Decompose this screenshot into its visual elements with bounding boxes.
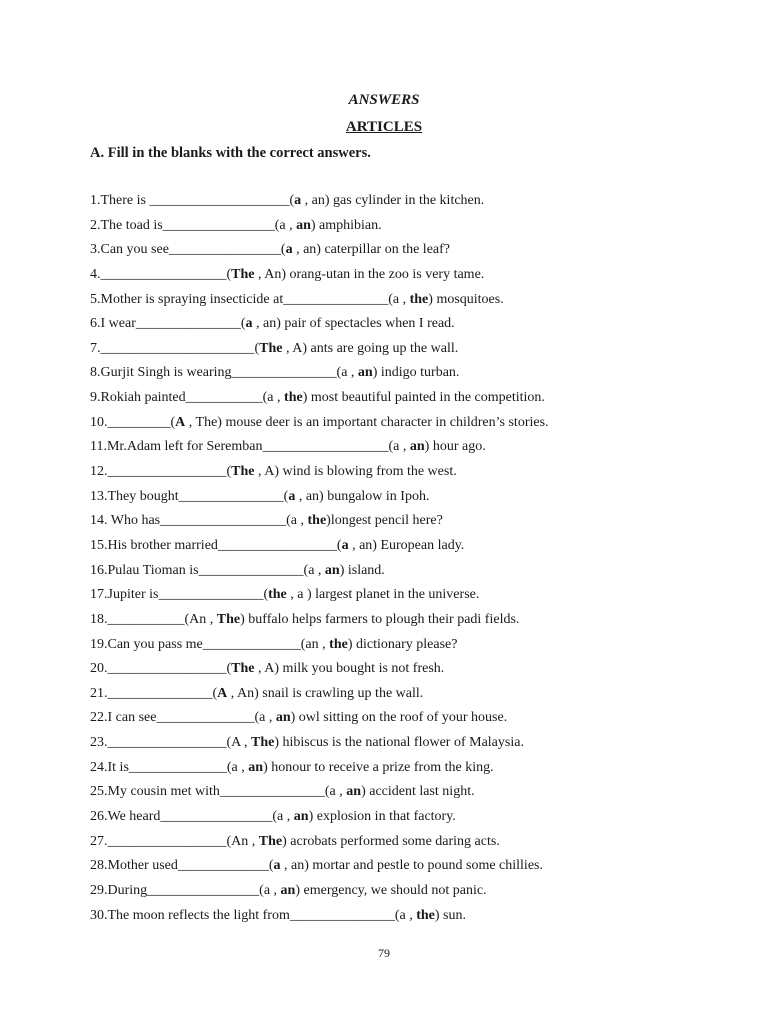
question-text: 20._________________(: [90, 661, 232, 677]
question-text: 7.______________________(: [90, 340, 260, 356]
question-text: , An) orang-utan in the zoo is very tame.: [254, 266, 485, 282]
question-item: [90, 708, 730, 733]
question-text: , an) caterpillar on the leaf?: [292, 242, 451, 258]
question-text: , an) bungalow in Ipoh.: [295, 488, 430, 504]
answer-bold-text: the: [268, 587, 287, 603]
question-item: [90, 339, 730, 364]
question-text: , an) mortar and pestle to pound some chillies.: [280, 858, 543, 874]
question-text: ) buffalo helps farmers to plough their padi fields.: [240, 611, 520, 627]
answer-bold-text: a: [285, 242, 293, 258]
question-item: [90, 733, 730, 758]
question-text: 19.Can you pass me______________(an ,: [90, 636, 330, 652]
question-text: , an) gas cylinder in the kitchen.: [301, 193, 485, 208]
question-item: [90, 856, 730, 881]
question-text: , an) pair of spectacles when I read.: [252, 316, 455, 332]
question-text: ) most beautiful painted in the competition.: [302, 390, 545, 406]
answer-bold-text: A: [217, 685, 228, 701]
question-text: 22.I can see______________(a ,: [90, 710, 276, 726]
answer-bold-text: an: [357, 365, 373, 381]
question-item: [90, 782, 730, 807]
question-item: [90, 881, 730, 906]
question-text: ) hour ago.: [424, 439, 486, 455]
answer-bold-text: an: [296, 217, 311, 233]
answer-bold-text: a: [273, 858, 281, 874]
answer-bold-text: The: [231, 266, 255, 282]
question-item: [90, 413, 730, 438]
question-text: 2.The toad is________________(a ,: [90, 217, 297, 233]
question-text: 14. Who has__________________(a ,: [90, 513, 308, 529]
question-item: [90, 191, 730, 216]
answer-bold-text: an: [346, 784, 362, 800]
answer-bold-text: the: [416, 907, 435, 923]
question-text: 9.Rokiah painted___________(a ,: [90, 390, 285, 406]
question-text: ) hibiscus is the national flower of Malaysia.: [274, 735, 524, 751]
question-item: [90, 906, 730, 931]
answer-bold-text: The: [216, 611, 241, 627]
answer-bold-text: an: [409, 439, 425, 455]
question-text: , a ) largest planet in the universe.: [286, 587, 480, 603]
answer-bold-text: the: [284, 390, 303, 406]
question-item: [90, 659, 730, 684]
question-text: 3.Can you see________________(: [90, 242, 286, 258]
question-text: 5.Mother is spraying insecticide at_______________(a ,: [90, 291, 410, 307]
question-item: [90, 240, 730, 265]
question-item: [90, 265, 730, 290]
question-text: ) amphibian.: [310, 217, 382, 233]
question-text: 30.The moon reflects the light from_______________(a ,: [90, 907, 417, 923]
answer-bold-text: an: [275, 710, 291, 726]
answer-bold-text: the: [307, 513, 327, 529]
question-text: ) dictionary please?: [347, 636, 458, 652]
answer-bold-text: The: [231, 661, 255, 677]
question-text: 11.Mr.Adam left for Seremban__________________(a ,: [90, 439, 410, 455]
question-text: 25.My cousin met with_______________(a ,: [90, 784, 347, 800]
question-text: 15.His brother married_________________(: [90, 537, 342, 553]
question-item: [90, 511, 730, 536]
question-text: 16.Pulau Tioman is_______________(a ,: [90, 562, 325, 578]
question-text: , A) milk you bought is not fresh.: [254, 661, 445, 677]
question-text: 12._________________(: [90, 464, 232, 480]
answer-bold-text: a: [288, 488, 296, 504]
question-text: ) accident last night.: [361, 784, 475, 800]
question-item: [90, 290, 730, 315]
question-text: 13.They bought_______________(: [90, 488, 289, 504]
answer-bold-text: an: [293, 809, 309, 825]
articles-heading: ARTICLES: [345, 119, 423, 135]
answer-bold-text: The: [259, 340, 283, 356]
answer-bold-text: a: [245, 316, 253, 332]
question-text: 8.Gurjit Singh is wearing_______________(a ,: [90, 365, 358, 381]
question-text: 4.__________________(: [90, 266, 232, 282]
question-item: [90, 487, 730, 512]
question-text: 27._________________(An ,: [90, 833, 259, 849]
question-text: 21._______________(: [90, 685, 218, 701]
question-text: , an) European lady.: [348, 537, 465, 553]
question-text: 6.I wear_______________(: [90, 316, 246, 332]
question-text: ) owl sitting on the roof of your house.: [290, 710, 508, 726]
question-text: 24.It is______________(a ,: [90, 759, 249, 775]
question-text: ) mosquitoes.: [428, 291, 504, 307]
question-item: [90, 216, 730, 241]
question-item: [90, 585, 730, 610]
question-text: ) island.: [339, 562, 385, 578]
question-text: ) acrobats performed some daring acts.: [282, 833, 500, 849]
question-item: [90, 363, 730, 388]
question-text: 23._________________(A ,: [90, 735, 251, 751]
answers-heading: ANSWERS: [348, 92, 420, 108]
answer-bold-text: the: [329, 636, 348, 652]
question-text: ) explosion in that factory.: [308, 809, 456, 825]
answer-bold-text: an: [280, 882, 296, 898]
question-item: [90, 314, 730, 339]
question-text: 28.Mother used_____________(: [90, 858, 274, 874]
question-item: [90, 561, 730, 586]
answer-bold-text: a: [341, 537, 349, 553]
question-text: ) sun.: [434, 907, 467, 923]
question-text: , A) ants are going up the wall.: [282, 340, 459, 356]
answer-bold-text: the: [409, 291, 429, 307]
answer-bold-text: an: [324, 562, 340, 578]
question-text: ) emergency, we should not panic.: [295, 882, 487, 898]
question-item: [90, 462, 730, 487]
answer-bold-text: a: [294, 193, 302, 208]
question-item: [90, 807, 730, 832]
answer-bold-text: The: [231, 464, 255, 480]
question-text: , A) wind is blowing from the west.: [254, 464, 457, 480]
answer-bold-text: The: [251, 735, 275, 751]
question-text: , An) snail is crawling up the wall.: [227, 685, 424, 701]
question-text: ) honour to receive a prize from the king.: [263, 759, 494, 775]
question-text: 17.Jupiter is_______________(: [90, 587, 269, 603]
question-text: ) indigo turban.: [372, 365, 460, 381]
question-text: , The) mouse deer is an important character in children’s stories.: [185, 414, 549, 430]
answer-bold-text: A: [175, 414, 186, 430]
question-item: [90, 758, 730, 783]
question-item: [90, 832, 730, 857]
question-item: [90, 684, 730, 709]
question-item: [90, 635, 730, 660]
question-item: [90, 610, 730, 635]
question-text: 29.During________________(a ,: [90, 882, 281, 898]
section-instructions: A. Fill in the blanks with the correct answers.: [90, 145, 371, 161]
question-text: 26.We heard________________(a ,: [90, 809, 294, 825]
question-text: 10._________(: [90, 414, 176, 430]
page-number: 79: [378, 946, 390, 960]
question-list: [90, 191, 730, 930]
question-text: 18.___________(An ,: [90, 611, 217, 627]
question-item: [90, 536, 730, 561]
answer-bold-text: The: [258, 833, 283, 849]
question-text: )longest pencil here?: [326, 513, 443, 529]
question-text: 1.There is ____________________(: [90, 193, 295, 208]
question-item: [90, 437, 730, 462]
question-item: [90, 388, 730, 413]
answer-bold-text: an: [248, 759, 264, 775]
